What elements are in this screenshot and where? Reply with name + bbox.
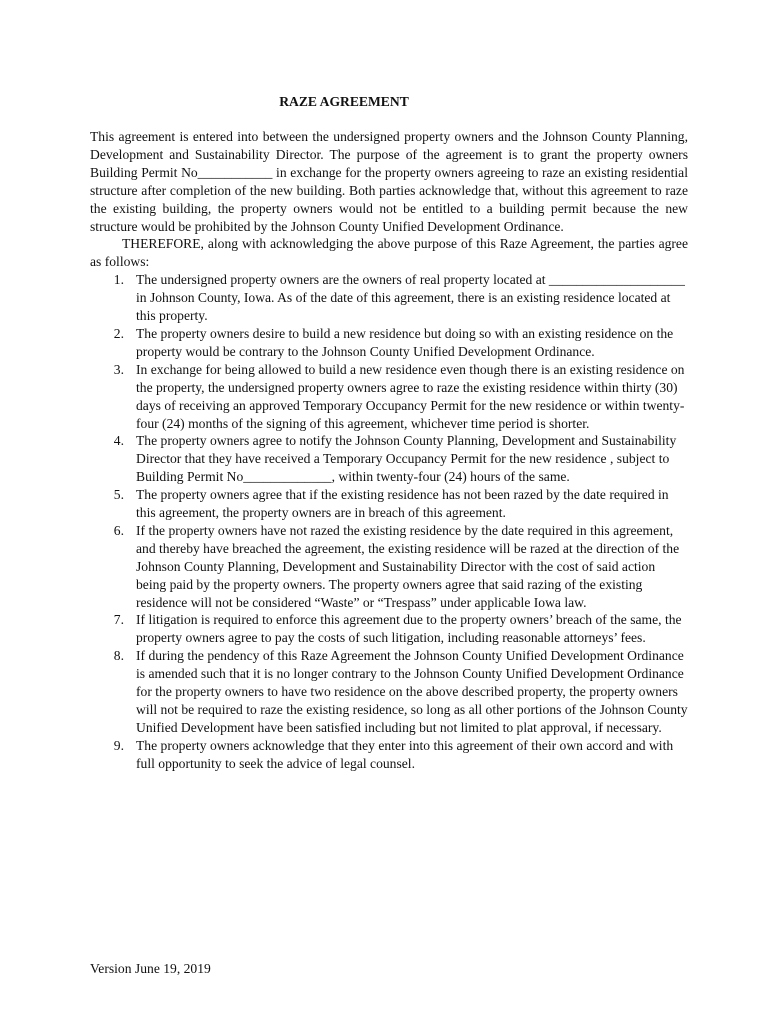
clause-item (90, 325, 688, 361)
clause-number: 5. (113, 487, 124, 503)
clause-text: The property owners agree to notify the Johnson County Planning, Development and Sustainability Director that they have received a Temporary Occupancy Permit for the new residence , subject to Building Permit No_____________, within twenty-four (24) hours of the same. (136, 433, 677, 485)
clause-item (90, 432, 688, 486)
intro-paragraph: This agreement is entered into between the undersigned property owners and the Johnson County Planning, Development and Sustainability Director. The purpose of the agreement is to grant the property owners Building Permit No___________ in exchange for the property owners agreeing to raze an existing residential structure after completion of the new building. Both parties acknowledge that, without this agreement to raze the existing building, the property owners would not be entitled to a building permit because the new structure would be prohibited by the Johnson County Unified Development Ordinance. (90, 129, 688, 234)
clause-text: If during the pendency of this Raze Agreement the Johnson County Unified Development Ordinance is amended such that it is no longer contrary to the Johnson County Unified Development Ordinance for the property owners to have two residence on the above described property, the property owners will not be required to raze the existing residence, so long as all other portions of the Johnson County Unified Development have been satisfied including but not limited to plat approval, if necessary. (136, 648, 688, 735)
document-title: RAZE AGREEMENT (279, 94, 409, 109)
clause-item (90, 271, 688, 325)
clause-number: 4. (113, 433, 124, 449)
clause-number: 2. (113, 325, 124, 341)
clause-item (90, 361, 688, 433)
clause-number: 6. (113, 522, 124, 538)
version-footer: Version June 19, 2019 (90, 961, 211, 976)
document-body (90, 128, 688, 773)
clause-item (90, 737, 688, 773)
clause-item (90, 611, 688, 647)
clause-number: 7. (113, 612, 124, 628)
clause-number: 8. (113, 648, 124, 664)
clause-text: The undersigned property owners are the owners of real property located at ____________________ in Johnson County, Iowa. As of the date of this agreement, there is an existing residence located at this property. (136, 272, 685, 324)
therefore-paragraph: THEREFORE, along with acknowledging the above purpose of this Raze Agreement, the parties agree as follows: (90, 236, 688, 270)
clause-text: The property owners acknowledge that they enter into this agreement of their own accord and with full opportunity to seek the advice of legal counsel. (136, 737, 674, 771)
clause-text: The property owners agree that if the existing residence has not been razed by the date required in this agreement, the property owners are in breach of this agreement. (136, 487, 669, 521)
clause-text: In exchange for being allowed to build a new residence even though there is an existing residence on the property, the undersigned property owners agree to raze the existing residence within thirty (30) days of receiving an approved Temporary Occupancy Permit for the new residence or within twenty-four (24) months of the signing of this agreement, whichever time period is shorter. (136, 361, 685, 431)
clause-text: The property owners desire to build a new residence but doing so with an existing residence on the property would be contrary to the Johnson County Unified Development Ordinance. (136, 325, 674, 359)
clause-number: 9. (113, 737, 124, 753)
clause-number: 1. (113, 272, 124, 288)
clause-item (90, 486, 688, 522)
clause-item (90, 522, 688, 612)
clause-text: If the property owners have not razed the existing residence by the date required in this agreement, and thereby have breached the agreement, the existing residence will be razed at the direction of the Johnson County Planning, Development and Sustainability Director with the cost of said action being paid by the property owners. The property owners agree that said razing of the existing residence will not be considered “Waste” or “Trespass” under applicable Iowa law. (136, 522, 680, 610)
clause-number: 3. (113, 361, 124, 377)
clause-text: If litigation is required to enforce this agreement due to the property owners’ breach of the same, the property owners agree to pay the costs of such litigation, including reasonable attorneys’ fees. (136, 612, 682, 646)
clause-list (90, 271, 688, 772)
clause-item (90, 647, 688, 737)
